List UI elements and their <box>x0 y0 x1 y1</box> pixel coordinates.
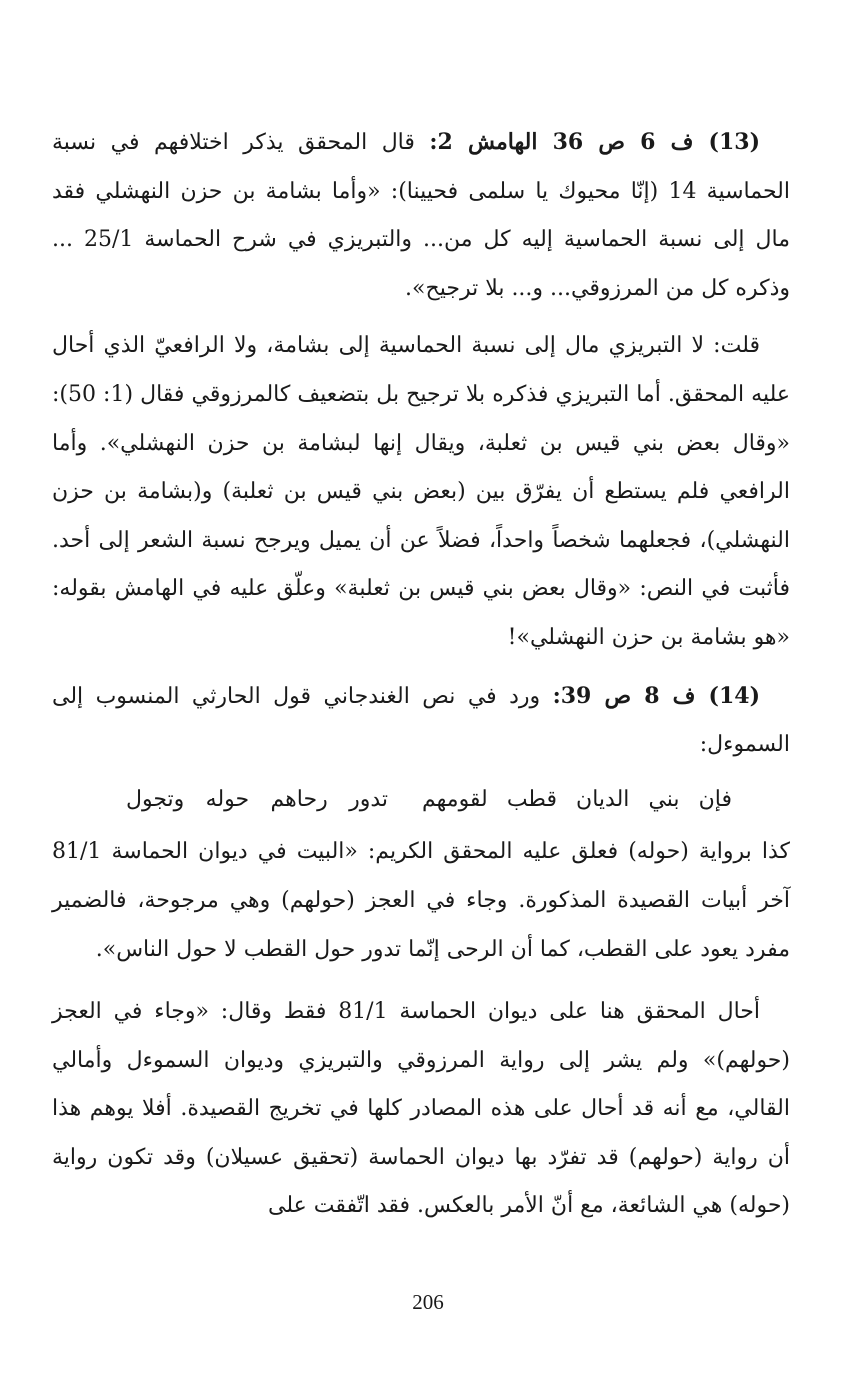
verse-first-hemistich: فإن بني الديان قطب لقومهم <box>422 786 732 812</box>
note-14-text: ورد في نص الغندجاني قول الحارثي المنسوب إلى السموءل: <box>52 683 790 758</box>
commentary-paragraph-2: كذا برواية (حوله) فعلق عليه المحقق الكريم: «البيت في ديوان الحماسة 81/1 آخر أبيات القصيدة المذكورة. وجاء في العجز (حولهم) وهي مرجوحة، فالضمير مفرد يعود على القطب، كما أن الرحى إنّما تدور حول القطب لا حول الناس». <box>52 839 790 962</box>
commentary-paragraph-1: قلت: لا التبريزي مال إلى نسبة الحماسية إلى بشامة، ولا الرافعيّ الذي أحال عليه المحقق. أما التبريزي فذكره بلا ترجيح بل بتضعيف كالمرزوقي فقال (1: 50): «وقال بعض بني قيس بن ثعلبة، ويقال إنها لبشامة بن حزن النهشلي». وأما الرافعي فلم يستطع أن يفرّق بين (بعض بني قيس بن ثعلبة) و(بشامة بن حزن النهشلي)، فجعلهما شخصاً واحداً، فضلاً عن أن يميل ويرجح نسبة الشعر إلى أحد. فأثبت في النص: «وقال بعض بني قيس بن ثعلبة» وعلّق عليه في الهامش بقوله: «هو بشامة بن حزن النهشلي»! <box>52 333 790 650</box>
note-13-paragraph <box>52 118 790 313</box>
note-14-paragraph <box>52 672 790 770</box>
note-13-reference: (13) ف 6 ص 36 الهامش 2: <box>429 129 760 155</box>
commentary-paragraph-3: أحال المحقق هنا على ديوان الحماسة 81/1 فقط وقال: «وجاء في العجز (حولهم)» ولم يشر إلى رواية المرزوقي والتبريزي وديوان السموءل وأمالي القالي، مع أنه قد أحال على هذه المصادر كلها في تخريج القصيدة. أفلا يوهم هذا أن رواية (حولهم) قد تفرّد بها ديوان الحماسة (تحقيق عسيلان) وقد تكون رواية (حوله) هي الشائعة، مع أنّ الأمر بالعكس. فقد اتّفقت على <box>52 999 790 1219</box>
poetry-verse <box>52 776 790 825</box>
page-body <box>52 118 790 1231</box>
page-number: 206 <box>412 1290 444 1314</box>
note-14-reference: (14) ف 8 ص 39: <box>552 682 760 709</box>
verse-second-hemistich: تدور رحاهم حوله وتجول <box>126 786 388 812</box>
note-13-text: قال المحقق يذكر اختلافهم في نسبة الحماسية 14 (إنّا محيوك يا سلمى فحيينا): «وأما بشامة بن حزن النهشلي فقد مال إلى نسبة الحماسية إليه كل من... والتبريزي في شرح الحماسة 25/1 ... وذكره كل من المرزوقي... و... بلا ترجيح». <box>52 130 790 301</box>
